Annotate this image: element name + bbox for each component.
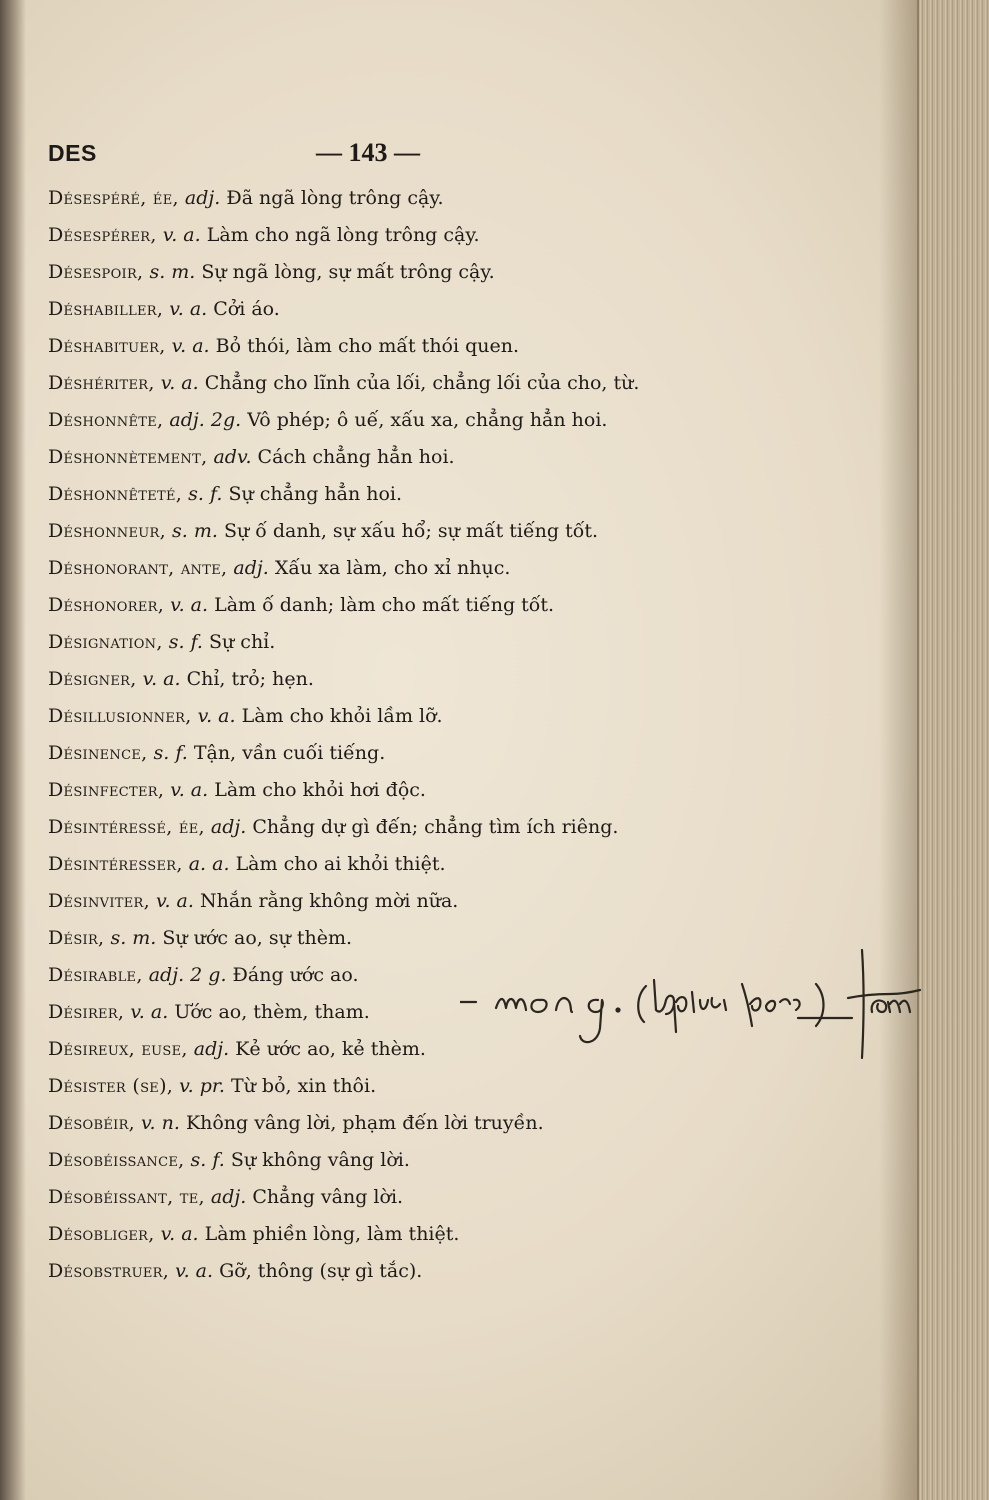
entry-headword: Désigner, [48, 668, 137, 690]
entry-grammar: v. a. [171, 335, 210, 357]
entry-headword: Déshonorant, ante, [48, 557, 228, 579]
entry-definition: Sự không vâng lời. [230, 1149, 410, 1171]
entry-definition: Sự chỉ. [209, 631, 276, 653]
entry-definition: Chẳng cho lĩnh của lối, chẳng lối của cho, từ. [204, 372, 640, 394]
entry-headword: Désobliger, [48, 1223, 155, 1245]
entry-grammar: adj. [210, 1186, 247, 1208]
entry-grammar: s. m. [110, 927, 157, 949]
entry-headword: Désobéissant, te, [48, 1186, 205, 1208]
entry-definition: Sự ố danh, sự xấu hổ; sự mất tiếng tốt. [223, 520, 599, 542]
handwritten-annotation [460, 940, 930, 1060]
entry-definition: Sự chẳng hẳn hoi. [228, 483, 403, 505]
dictionary-entry [48, 846, 748, 883]
entry-headword: Désirable, [48, 964, 143, 986]
entry-headword: Désespoir, [48, 261, 144, 283]
entry-headword: Désillusionner, [48, 705, 192, 727]
dictionary-entry [48, 624, 748, 661]
entry-grammar: v. a. [160, 1223, 199, 1245]
entry-definition: Làm ố danh; làm cho mất tiếng tốt. [214, 594, 555, 616]
entry-grammar: v. pr. [179, 1075, 225, 1097]
entry-headword: Désinfecter, [48, 779, 165, 801]
entry-headword: Déshonorer, [48, 594, 165, 616]
guide-word: DES [48, 140, 97, 166]
entry-headword: Déshonnêteté, [48, 483, 183, 505]
dictionary-entry [48, 587, 748, 624]
entry-grammar: v. a. [175, 1260, 214, 1282]
entry-grammar: s. f. [188, 483, 223, 505]
dictionary-entry [48, 513, 748, 550]
entry-definition: Từ bỏ, xin thôi. [230, 1075, 377, 1097]
dictionary-entry [48, 439, 748, 476]
dictionary-entry [48, 809, 748, 846]
entry-grammar: adj. [210, 816, 247, 838]
entry-definition: Làm cho khỏi hơi độc. [214, 779, 426, 801]
dictionary-entry [48, 1179, 748, 1216]
entry-definition: Xấu xa làm, cho xỉ nhục. [274, 557, 511, 579]
handwriting-drawing [460, 940, 930, 1060]
entry-headword: Désintéressé, ée, [48, 816, 205, 838]
dictionary-entry [48, 772, 748, 809]
binding-edge [0, 0, 26, 1500]
entry-definition: Kẻ ước ao, kẻ thèm. [235, 1038, 426, 1060]
entry-headword: Déshonnête, [48, 409, 164, 431]
entry-grammar: a. a. [188, 853, 230, 875]
entry-grammar: adj. 2 g. [148, 964, 227, 986]
entry-definition: Cách chẳng hẳn hoi. [257, 446, 455, 468]
gutter-shadow [879, 0, 919, 1500]
entry-headword: Déshériter, [48, 372, 155, 394]
entry-headword: Désir, [48, 927, 105, 949]
dictionary-entry [48, 1216, 748, 1253]
dictionary-entry [48, 698, 748, 735]
entry-definition: Cởi áo. [213, 298, 280, 320]
entry-definition: Làm cho ai khỏi thiệt. [235, 853, 446, 875]
entry-headword: Désinviter, [48, 890, 150, 912]
entry-definition: Sự ngã lòng, sự mất trông cậy. [201, 261, 495, 283]
entry-grammar: v. a. [197, 705, 236, 727]
entry-headword: Désobéissance, [48, 1149, 185, 1171]
dictionary-entry [48, 180, 748, 217]
dictionary-entry [48, 883, 748, 920]
entry-grammar: adj. 2g. [169, 409, 242, 431]
entry-headword: Désespérer, [48, 224, 157, 246]
dictionary-entry [48, 1142, 748, 1179]
dictionary-entry [48, 254, 748, 291]
entry-definition: Không vâng lời, phạm đến lời truyền. [185, 1112, 544, 1134]
dictionary-entry [48, 476, 748, 513]
entry-definition: Gỡ, thông (sự gì tắc). [219, 1260, 423, 1282]
dictionary-entry [48, 1105, 748, 1142]
dictionary-entry [48, 365, 748, 402]
dictionary-entry [48, 1253, 748, 1290]
entry-grammar: v. a. [160, 372, 199, 394]
entry-headword: Désireux, euse, [48, 1038, 188, 1060]
dictionary-entry [48, 661, 748, 698]
dictionary-entry [48, 402, 748, 439]
entry-definition: Chẳng vâng lời. [252, 1186, 404, 1208]
dictionary-entry [48, 328, 748, 365]
entry-definition: Sự ước ao, sự thèm. [162, 927, 353, 949]
entry-definition: Vô phép; ô uế, xấu xa, chẳng hẳn hoi. [247, 409, 608, 431]
entry-definition: Đã ngã lòng trông cậy. [226, 187, 444, 209]
dictionary-entry [48, 217, 748, 254]
entry-grammar: s. f. [190, 1149, 225, 1171]
entry-headword: Désintéresser, [48, 853, 183, 875]
entry-headword: Déshabituer, [48, 335, 166, 357]
entry-grammar: v. a. [162, 224, 201, 246]
page-number: — 143 — [316, 138, 420, 167]
entry-headword: Déshabiller, [48, 298, 164, 320]
entry-headword: Désister (se), [48, 1075, 174, 1097]
entry-headword: Désespéré, ée, [48, 187, 179, 209]
entry-definition: Làm phiền lòng, làm thiệt. [204, 1223, 460, 1245]
entry-grammar: s. f. [168, 631, 203, 653]
entry-definition: Làm cho khỏi lầm lỡ. [241, 705, 443, 727]
dictionary-entries [48, 180, 748, 1290]
entry-headword: Déshonneur, [48, 520, 166, 542]
entry-definition: Nhắn rằng không mời nữa. [199, 890, 459, 912]
entry-definition: Làm cho ngã lòng trông cậy. [206, 224, 480, 246]
entry-grammar: s. f. [153, 742, 188, 764]
dictionary-entry [48, 735, 748, 772]
entry-grammar: adj. [184, 187, 221, 209]
entry-grammar: v. a. [142, 668, 181, 690]
entry-headword: Désobéir, [48, 1112, 135, 1134]
entry-definition: Ước ao, thèm, tham. [174, 1001, 370, 1023]
entry-grammar: v. n. [141, 1112, 180, 1134]
page-stack-edge [917, 0, 989, 1500]
entry-grammar: adv. [213, 446, 252, 468]
entry-headword: Désignation, [48, 631, 163, 653]
entry-definition: Bỏ thói, làm cho mất thói quen. [215, 335, 520, 357]
entry-grammar: v. a. [130, 1001, 169, 1023]
entry-grammar: s. m. [172, 520, 218, 542]
entry-grammar: adj. [233, 557, 269, 579]
entry-headword: Déshonnètement, [48, 446, 208, 468]
dictionary-entry [48, 291, 748, 328]
dictionary-entry [48, 550, 748, 587]
entry-definition: Đáng ước ao. [232, 964, 359, 986]
entry-definition: Tận, vần cuối tiếng. [193, 742, 386, 764]
entry-grammar: v. a. [169, 298, 208, 320]
entry-grammar: adj. [193, 1038, 230, 1060]
entry-headword: Désinence, [48, 742, 148, 764]
entry-grammar: v. a. [156, 890, 194, 912]
entry-grammar: s. m. [149, 261, 196, 283]
entry-grammar: v. a. [170, 594, 209, 616]
entry-definition: Chẳng dự gì đến; chẳng tìm ích riêng. [252, 816, 619, 838]
dictionary-entry [48, 1068, 748, 1105]
entry-grammar: v. a. [170, 779, 209, 801]
entry-definition: Chỉ, trỏ; hẹn. [186, 668, 314, 690]
entry-headword: Désirer, [48, 1001, 125, 1023]
entry-headword: Désobstruer, [48, 1260, 170, 1282]
